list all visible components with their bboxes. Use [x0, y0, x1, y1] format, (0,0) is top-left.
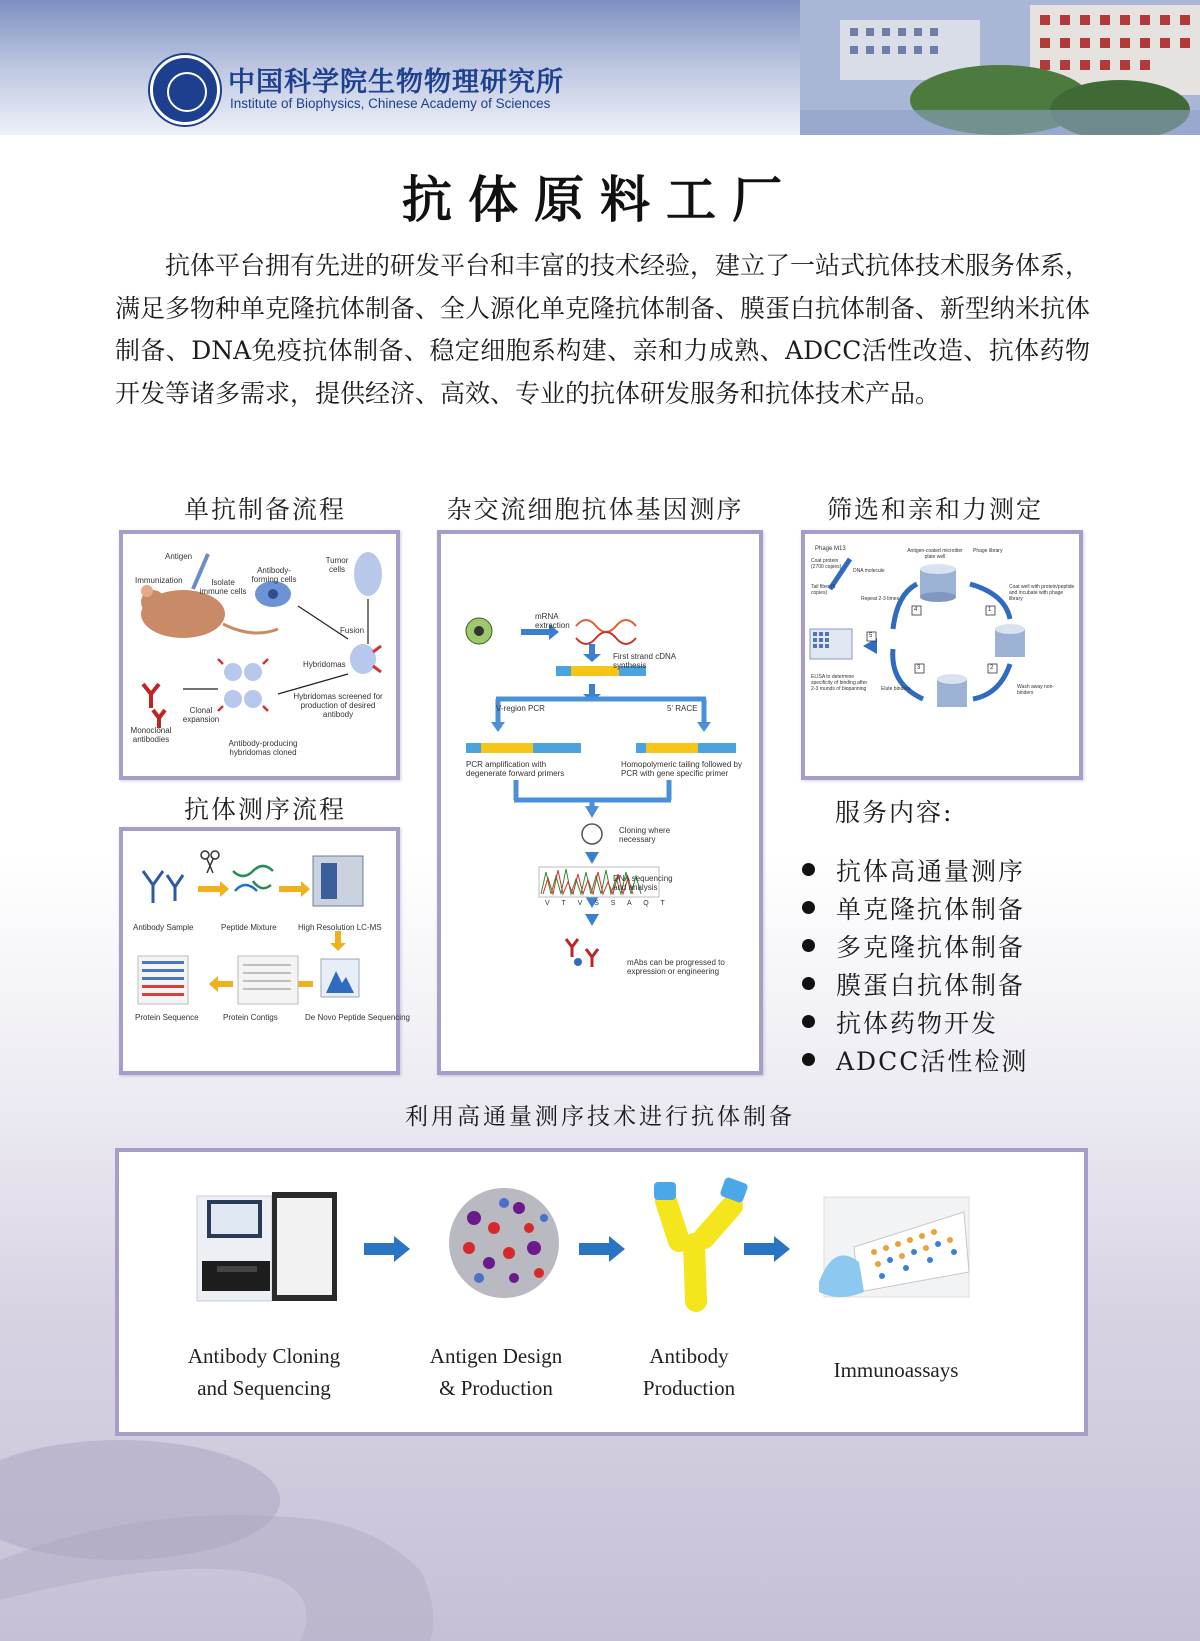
immunoassay-image [814, 1192, 974, 1312]
label-tumor: Tumor cells [325, 556, 349, 574]
antibody-image [644, 1176, 754, 1316]
label-monoclonal: Monoclonal antibodies [130, 726, 172, 744]
services-title: 服务内容: [835, 798, 954, 827]
label-mabs-progressed: mAbs can be progressed to expression or engineering [627, 958, 725, 976]
campus-photo [800, 0, 1200, 135]
sequencing-process-figure [119, 827, 410, 1075]
label-protein-contigs: Protein Contigs [223, 1013, 278, 1022]
workflow-step-immunoassays: Immunoassays [833, 1358, 959, 1382]
section-title-mab: 单抗制备流程 [183, 495, 346, 524]
label-abfc: Antibody-forming cells [251, 566, 297, 584]
workflow-step-cloning: Antibody Cloning and Sequencing [187, 1344, 341, 1400]
label-antigen-coated: Antigen-coated microtiter plate well [907, 548, 963, 560]
page-title: 抗体原料工厂 [402, 170, 798, 229]
label-dna: DNA molecule [853, 568, 885, 574]
step-3: 3 [917, 665, 921, 671]
label-fusion: Fusion [340, 626, 365, 635]
label-elute: Elute binders [881, 686, 911, 692]
list-item: 抗体高通量测序 [800, 852, 1028, 890]
workflow-arrow [744, 1234, 794, 1264]
workflow-panel [115, 1148, 1088, 1436]
list-item: 抗体药物开发 [800, 1004, 1028, 1042]
hybridoma-sequencing-figure [437, 530, 763, 1075]
label-first-strand: First strand cDNA synthesis [613, 652, 676, 670]
workflow-arrow [579, 1234, 629, 1264]
list-item: ADCC活性检测 [800, 1042, 1028, 1080]
label-homopolymeric: Homopolymeric tailing followed by PCR with gene specific primer [621, 760, 742, 778]
workflow-step-antibody: Antibody Production [642, 1344, 736, 1400]
services-list [800, 852, 1028, 1080]
workflow-step-antigen: Antigen Design & Production [429, 1344, 563, 1400]
institute-logo [150, 55, 220, 125]
label-screened: Hybridomas screened for production of desired antibody [293, 692, 383, 719]
label-pcr-amplification: PCR amplification with degenerate forward primers [466, 760, 565, 778]
label-immunization: Immunization [135, 576, 183, 585]
screening-figure [801, 530, 1083, 780]
label-coat-well: Coat well with protein/peptide and incubate with phage library [1009, 584, 1075, 602]
section-title-hybridoma: 杂交流细胞抗体基因测序 [446, 495, 744, 524]
label-dna-seq: DNA sequencing and analysis [613, 874, 673, 892]
intro-paragraph: 抗体平台拥有先进的研发平台和丰富的技术经验，建立了一站式抗体技术服务体系，满足多物种单克隆抗体制备、全人源化单克隆抗体制备、膜蛋白抗体制备、新型纳米抗体制备、DNA免疫抗体制备、稳定细胞系构建、亲和力成熟、ADCC活性改造、抗体药物开发等诸多需求，提供经济、高效、专业的抗体研发服务和抗体技术产品。 [115, 251, 1091, 408]
label-cloning: Cloning where necessary [619, 826, 671, 844]
label-coat: Coat protein (2700 copies) [811, 558, 842, 570]
list-item: 膜蛋白抗体制备 [800, 966, 1028, 1004]
label-denovo: De Novo Peptide Sequencing [305, 1013, 410, 1022]
label-seq-letters: V T V S S A Q T [545, 900, 670, 907]
label-peptide-mixture: Peptide Mixture [221, 923, 277, 932]
section-title-sequencing: 抗体测序流程 [183, 795, 346, 824]
label-antigen: Antigen [165, 552, 193, 561]
label-wash: Wash away non-binders [1017, 684, 1055, 696]
label-tail: Tail fiber (5 copies) [811, 584, 836, 596]
institute-name-cn: 中国科学院生物物理研究所 [228, 67, 564, 98]
workflow-arrow [364, 1234, 414, 1264]
list-item: 单克隆抗体制备 [800, 890, 1028, 928]
list-item: 多克隆抗体制备 [800, 928, 1028, 966]
label-hybridomas: Hybridomas [303, 660, 346, 669]
label-clonal: Clonal expansion [182, 706, 220, 724]
label-antibody-sample: Antibody Sample [133, 923, 194, 932]
step-5: 5 [869, 633, 873, 639]
label-isolate: Isolate immune cells [199, 578, 247, 596]
label-elisa: ELISA to determine specificity of binding after 2-3 rounds of biopanning [811, 674, 868, 692]
step-1: 1 [988, 607, 992, 613]
label-phage: Phage M13 [815, 546, 846, 552]
background-landscape [0, 1440, 1200, 1641]
institute-name-en: Institute of Biophysics, Chinese Academy of Sciences [230, 96, 551, 111]
antigen-protein-image [439, 1178, 569, 1308]
section-title-screening: 筛选和亲和力测定 [826, 495, 1043, 524]
workflow-title: 利用高通量测序技术进行抗体制备 [405, 1104, 795, 1130]
step-4: 4 [914, 607, 918, 613]
sequencer-image [187, 1186, 347, 1311]
label-phage-library: Phage library [973, 548, 1003, 554]
header-banner [0, 0, 1200, 135]
step-2: 2 [990, 665, 994, 671]
label-cloned: Antibody-producing hybridomas cloned [228, 739, 298, 757]
label-repeat: Repeat 2-3 times [861, 596, 900, 602]
label-mrna: mRNA extraction [535, 612, 570, 630]
mab-process-figure [119, 530, 400, 780]
label-protein-sequence: Protein Sequence [135, 1013, 199, 1022]
label-vregion-pcr: V-region PCR [496, 704, 545, 713]
label-5race: 5' RACE [667, 704, 698, 713]
label-lcms: High Resolution LC-MS [298, 923, 382, 932]
